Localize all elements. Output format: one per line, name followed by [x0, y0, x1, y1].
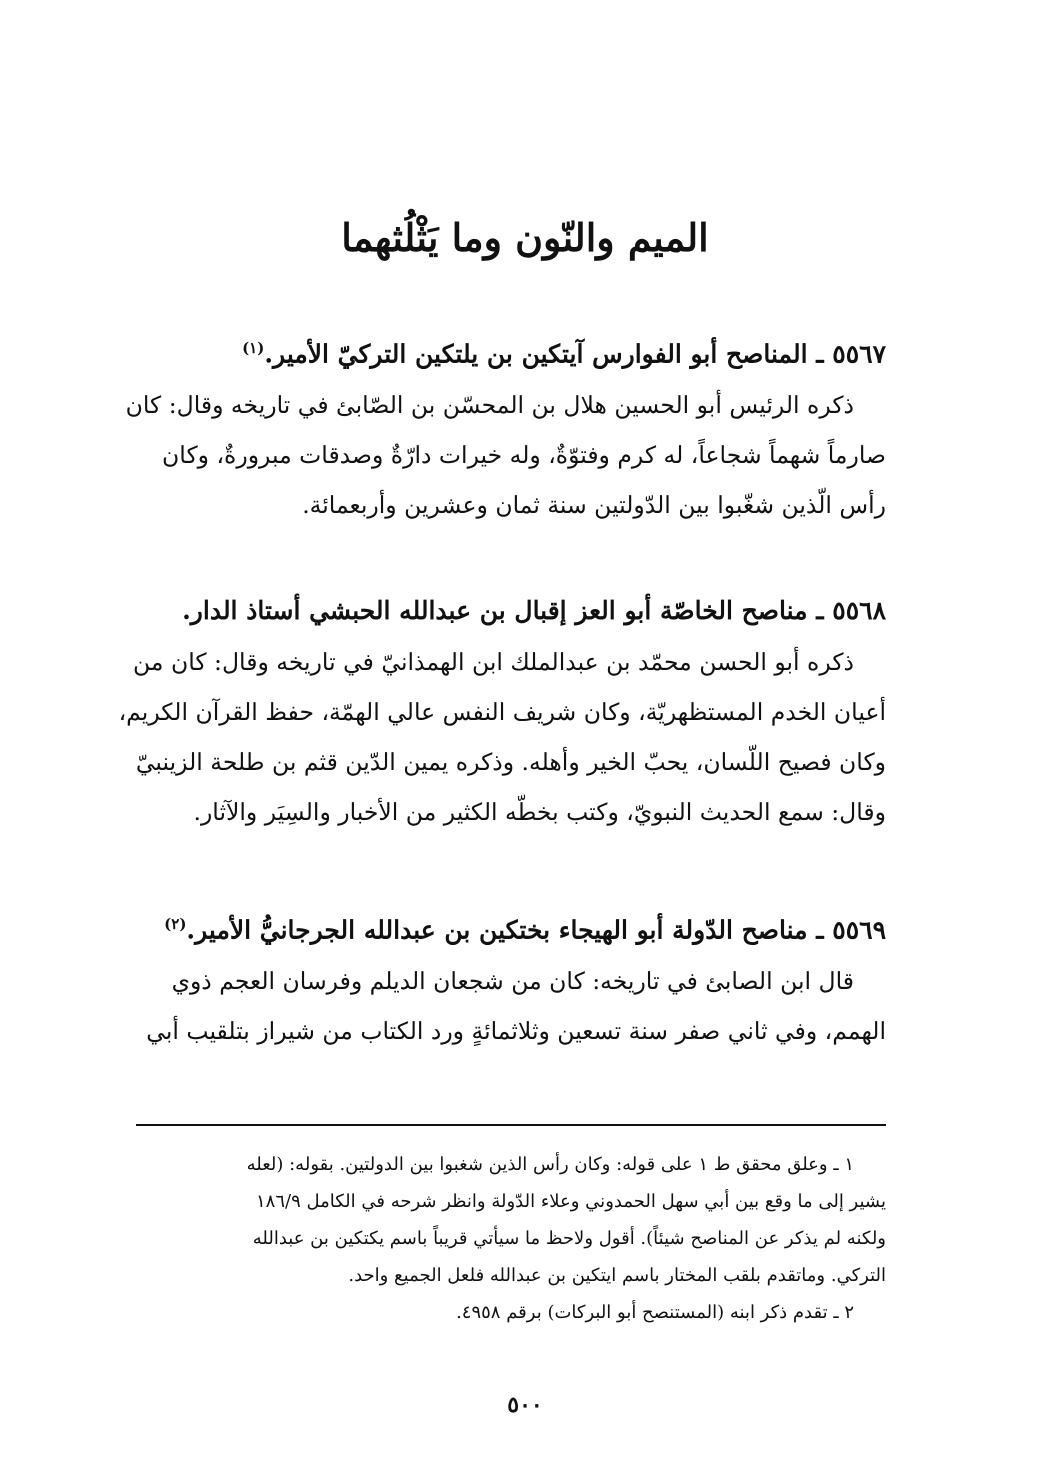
- body-line: صارماً شهماً شجاعاً، له كرم وفتوّةٌ، وله خيرات دارّةٌ وصدقات مبرورةٌ، وكان: [162, 441, 886, 470]
- body-line: قال ابن الصابئ في تاريخه: كان من شجعان الديلم وفرسان العجم ذوي: [171, 967, 854, 996]
- footnote-line: ولكنه لم يذكر عن المناصح شيئاً). أقول ولاحظ ما سيأتي قريباً باسم يكتكين بن عبدالله: [252, 1228, 886, 1249]
- body-line: ذكره أبو الحسن محمّد بن عبدالملك ابن الهمذانيّ في تاريخه وقال: كان من: [133, 648, 854, 676]
- footnote-line: يشير إلى ما وقع بين أبي سهل الحمدوني وعلاء الدّولة وانظر شرحه في الكامل ١٨٦/٩: [256, 1191, 886, 1212]
- footnote-divider: [136, 1124, 886, 1126]
- body-line: الهمم، وفي ثاني صفر سنة تسعين وثلاثمائةٍ ورد الكتاب من شيراز بتلقيب أبي: [146, 1017, 886, 1046]
- entry-heading: [136, 898, 886, 956]
- footnote-reference: (١): [242, 339, 265, 357]
- body-line: وقال: سمع الحديث النبويّ، وكتب بخطّه الكثير من الأخبار والسِيَر والآثار.: [193, 798, 886, 826]
- entry-body: [136, 956, 886, 1056]
- page-number: ٥٠٠: [507, 1392, 543, 1418]
- chapter-title: الميم والنّون وما يَثْلُثهما: [341, 215, 709, 260]
- entry-heading: [136, 585, 886, 637]
- footnotes: [136, 1146, 886, 1331]
- entry-body: [125, 380, 886, 530]
- footnote-line: التركي. وماتقدم بلقب المختار باسم ايتكين بن عبدالله فلعل الجميع واحد.: [348, 1265, 886, 1286]
- entry-5568: [118, 585, 886, 837]
- entry-5569: [136, 898, 886, 1056]
- body-line: ذكره الرئيس أبو الحسين هلال بن المحسّن بن الصّابئ في تاريخه وقال: كان: [125, 391, 854, 420]
- entry-heading-text: ٥٥٦٩ ـ مناصح الدّولة أبو الهيجاء بختكين بن عبدالله الجرجانيُّ الأمير.: [186, 915, 886, 945]
- entry-body: [118, 637, 886, 837]
- entry-heading-text: ٥٥٦٨ ـ مناصح الخاصّة أبو العز إقبال بن عبدالله الحبشي أستاذ الدار.: [182, 596, 886, 625]
- body-line: وكان فصيح اللّسان، يحبّ الخير وأهله. وذكره يمين الدّين قثم بن طلحة الزينبيّ: [135, 748, 886, 776]
- body-line: أعيان الخدم المستظهريّة، وكان شريف النفس عالي الهمّة، حفظ القرآن الكريم،: [118, 698, 886, 726]
- body-line: رأس الّذين شغّبوا بين الدّولتين سنة ثمان وعشرين وأربعمائة.: [302, 491, 886, 520]
- entry-5567: [125, 322, 886, 530]
- footnote-line: ١ ـ وعلق محقق ط ١ على قوله: وكان رأس الذين شغبوا بين الدولتين. بقوله: (لعله: [246, 1154, 854, 1175]
- footnote-line: ٢ ـ تقدم ذكر ابنه (المستنصح أبو البركات) برقم ٤٩٥٨.: [456, 1302, 854, 1323]
- footnote-reference: (٢): [164, 915, 187, 933]
- entry-heading: [136, 322, 886, 380]
- entry-heading-text: ٥٥٦٧ ـ المناصح أبو الفوارس آيتكين بن يلتكين التركيّ الأمير.: [264, 339, 886, 369]
